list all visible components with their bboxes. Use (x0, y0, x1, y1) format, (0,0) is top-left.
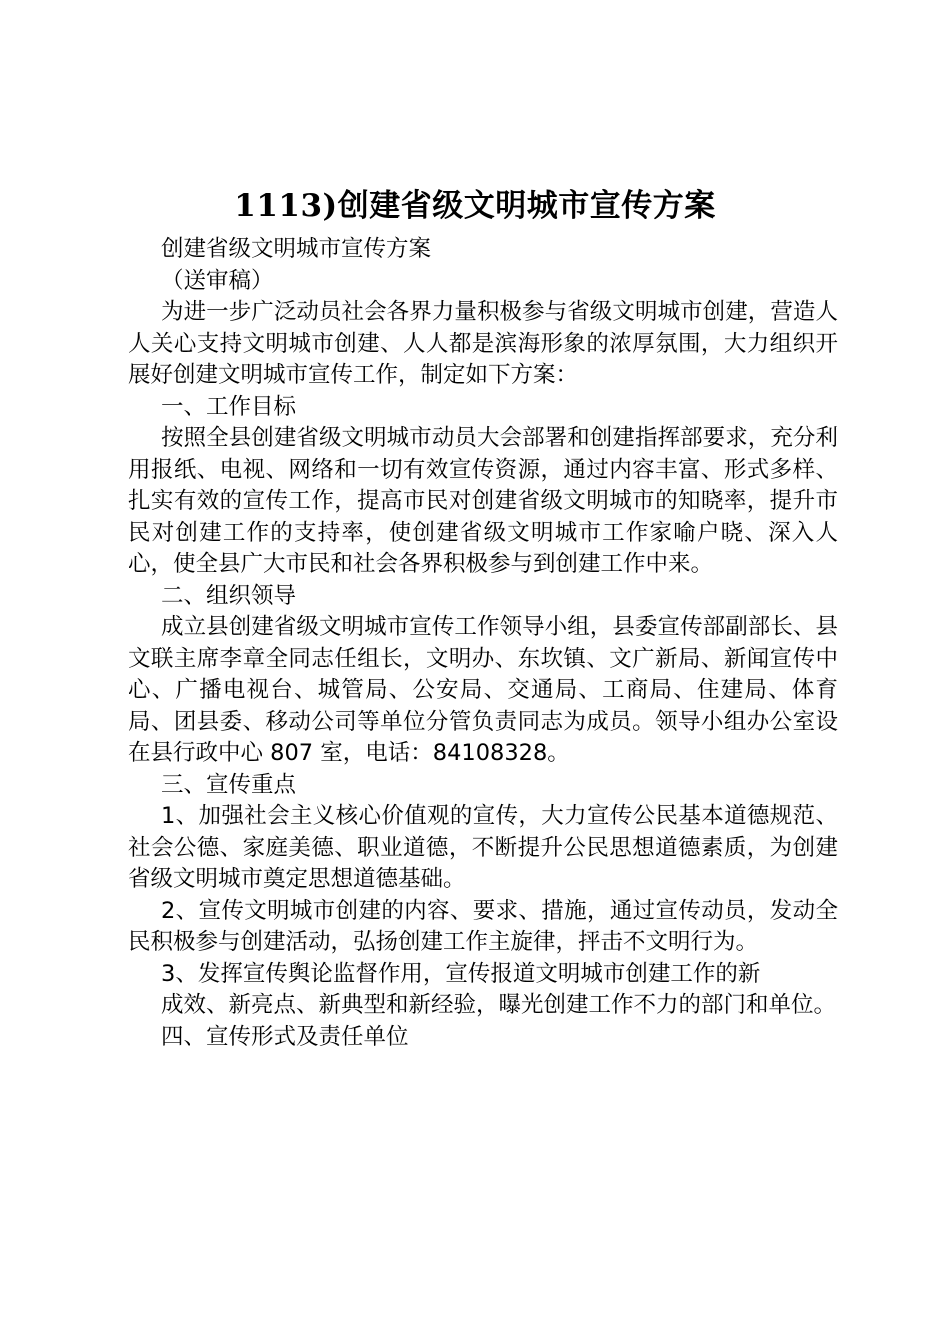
goals-paragraph: 按照全县创建省级文明城市动员大会部署和创建指挥部要求，充分利用报纸、电视、网络和一切有效宣传资源，通过内容丰富、形式多样、扎实有效的宣传工作，提高市民对创建省级文明城市的知晓率，提升市民对创建工作的支持率，使创建省级文明城市工作家喻户晓、深入人心，使全县广大市民和社会各界积极参与到创建工作中来。 (128, 425, 838, 577)
section-heading-forms: 四、宣传形式及责任单位 (161, 1023, 409, 1050)
focus-item-1: 1、加强社会主义核心价值观的宣传，大力宣传公民基本道德规范、社会公德、家庭美德、职业道德，不断提升公民思想道德素质，为创建省级文明城市奠定思想道德基础。 (128, 803, 838, 892)
document-body (128, 234, 838, 1053)
focus-item-3: 3、发挥宣传舆论监督作用，宣传报道文明城市创建工作的新 (161, 960, 761, 987)
section-heading-focus: 三、宣传重点 (161, 771, 297, 798)
focus-item-3-continued: 成效、新亮点、新典型和新经验，曝光创建工作不力的部门和单位。 (161, 992, 837, 1018)
intro-paragraph: 为进一步广泛动员社会各界力量积极参与省级文明城市创建，营造人人关心支持文明城市创建、人人都是滨海形象的浓厚氛围，大力组织开展好创建文明城市宣传工作，制定如下方案： (128, 299, 838, 388)
subtitle: 创建省级文明城市宣传方案 (161, 236, 432, 262)
section-heading-leadership: 二、组织领导 (161, 582, 297, 609)
section-heading-goals: 一、工作目标 (161, 393, 297, 420)
document-title: 1113)创建省级文明城市宣传方案 (234, 188, 716, 224)
leadership-paragraph: 成立县创建省级文明城市宣传工作领导小组，县委宣传部副部长、县文联主席李章全同志任组长，文明办、东坎镇、文广新局、新闻宣传中心、广播电视台、城管局、公安局、交通局、工商局、住建局、体育局、团县委、移动公司等单位分管负责同志为成员。领导小组办公室设在县行政中心 807 室，电话：84108328。 (128, 614, 838, 766)
draft-note: （送审稿） (161, 267, 274, 294)
focus-item-2: 2、宣传文明城市创建的内容、要求、措施，通过宣传动员，发动全民积极参与创建活动，弘扬创建工作主旋律，抨击不文明行为。 (128, 897, 838, 955)
